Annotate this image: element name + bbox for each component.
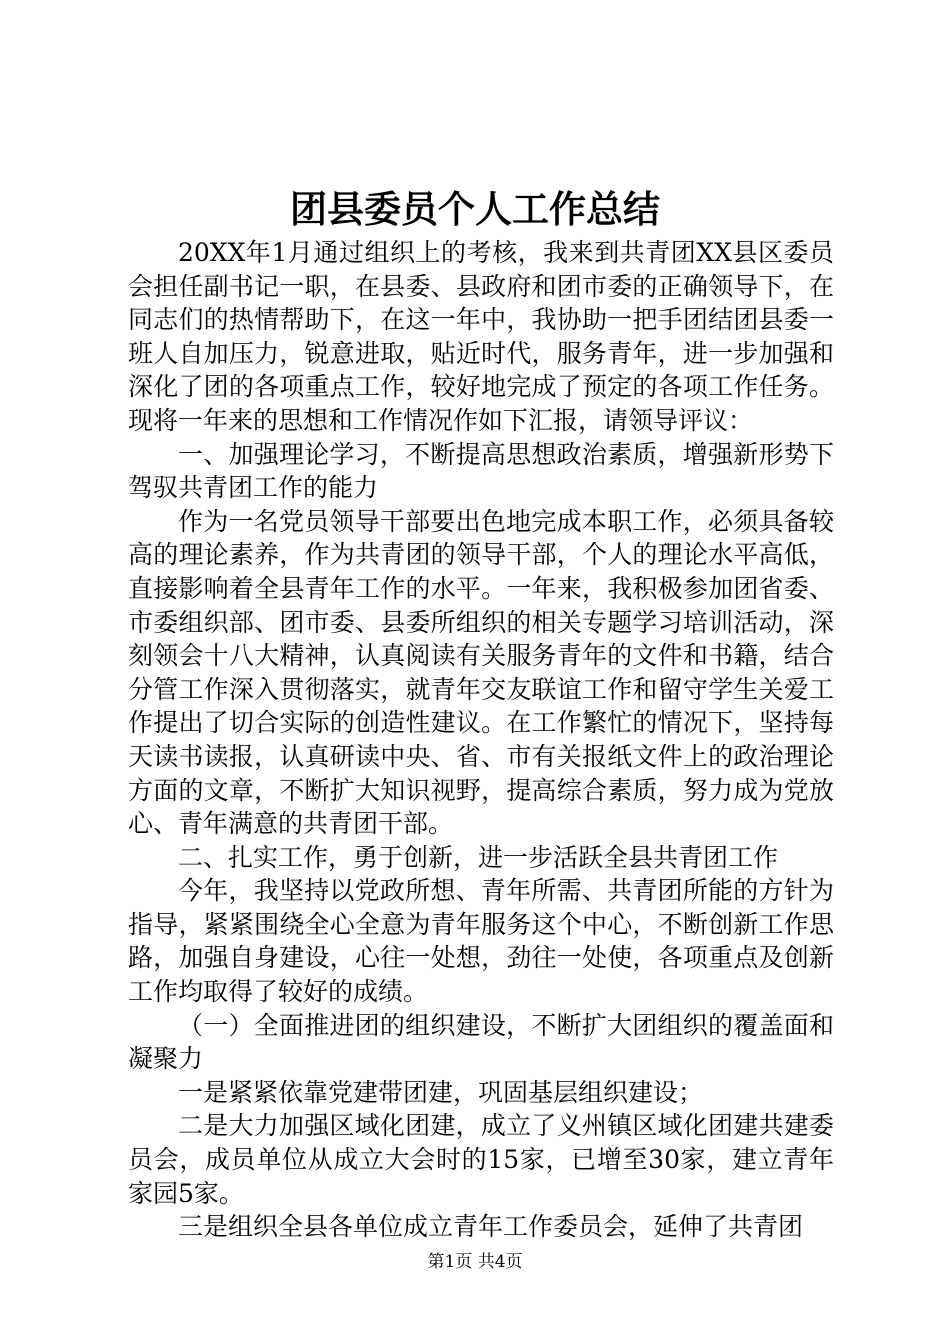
list-item-2: 二是大力加强区域化团建，成立了义州镇区域化团建共建委员会，成员单位从成立大会时的15家，已增至30家，建立青年家园5家。 [128,1111,834,1208]
paragraph-section-2: 今年，我坚持以党政所想、青年所需、共青团所能的方针为指导，紧紧围绕全心全意为青年服务这个中心，不断创新工作思路，加强自身建设，心往一处想，劲往一处使，各项重点及创新工作均取得了较好的成绩。 [128,876,834,1007]
document-body [128,236,834,1244]
paragraph-section-1: 作为一名党员领导干部要出色地完成本职工作，必须具备较高的理论素养，作为共青团的领导干部，个人的理论水平高低，直接影响着全县青年工作的水平。一年来，我积极参加团省委、市委组织部、团市委、县委所组织的相关专题学习培训活动，深刻领会十八大精神，认真阅读有关服务青年的文件和书籍，结合分管工作深入贯彻落实，就青年交友联谊工作和留守学生关爱工作提出了切合实际的创造性建议。在工作繁忙的情况下，坚持每天读书读报，认真研读中央、省、市有关报纸文件上的政治理论方面的文章，不断扩大知识视野，提高综合素质，努力成为党放心、青年满意的共青团干部。 [128,506,834,839]
document-title: 团县委员个人工作总结 [290,187,660,231]
subsection-heading-1: （一）全面推进团的组织建设，不断扩大团组织的覆盖面和凝聚力 [128,1010,834,1074]
section-heading-1: 一、加强理论学习，不断提高思想政治素质，增强新形势下驾驭共青团工作的能力 [128,439,834,503]
page-footer: 第1页 共4页 [427,1252,523,1272]
paragraph-intro: 20XX年1月通过组织上的考核，我来到共青团XX县区委员会担任副书记一职，在县委、县政府和团市委的正确领导下，在同志们的热情帮助下，在这一年中，我协助一把手团结团县委一班人自加压力，锐意进取，贴近时代，服务青年，进一步加强和深化了团的各项重点工作，较好地完成了预定的各项工作任务。现将一年来的思想和工作情况作如下汇报，请领导评议： [128,238,834,435]
list-item-1: 一是紧紧依靠党建带团建，巩固基层组织建设； [178,1077,704,1107]
section-heading-2: 二、扎实工作，勇于创新，进一步活跃全县共青团工作 [178,842,779,872]
list-item-3: 三是组织全县各单位成立青年工作委员会，延伸了共青团 [178,1212,804,1242]
